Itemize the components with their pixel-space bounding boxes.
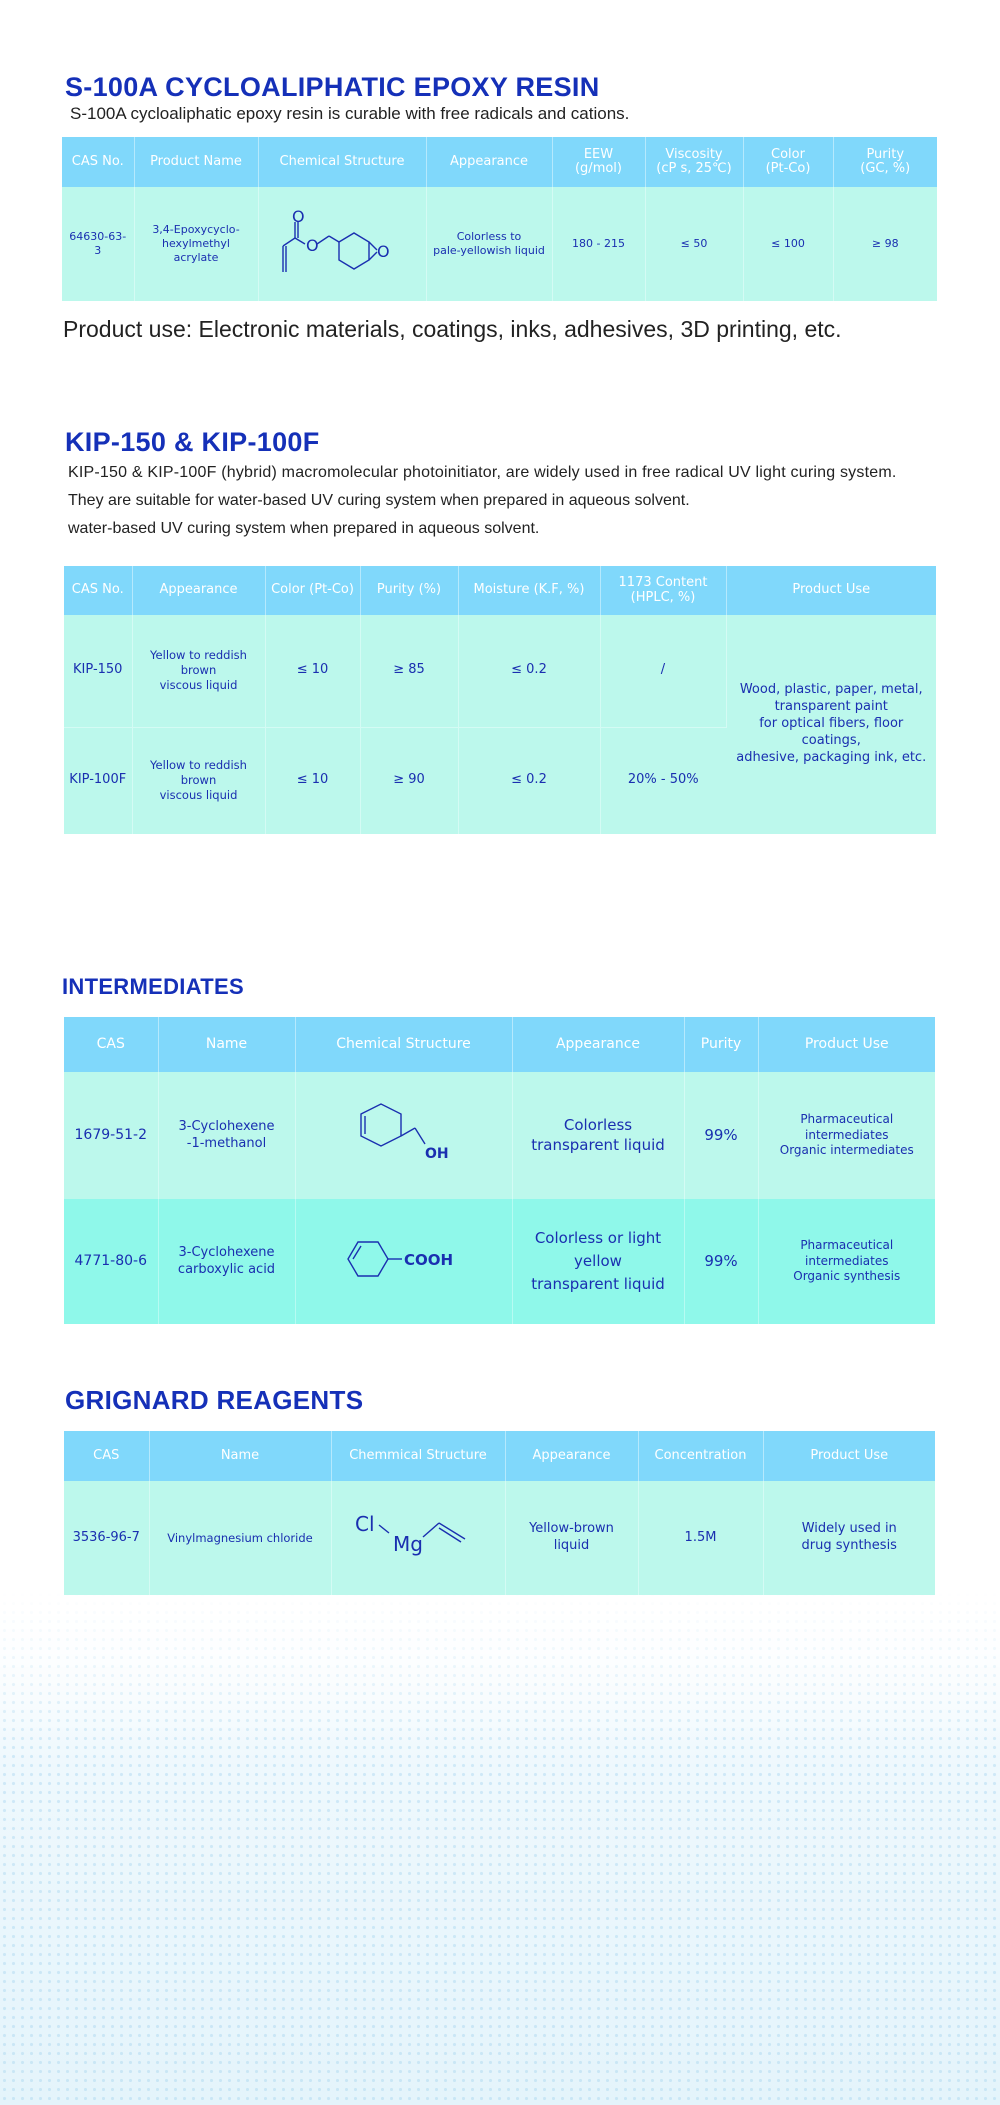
cas-cell: KIP-100F — [64, 727, 132, 834]
cas-cell: 4771-80-6 — [64, 1199, 158, 1324]
chlorine-label: Cl — [355, 1512, 375, 1537]
table-row — [64, 615, 936, 727]
purity-cell: ≥ 90 — [360, 727, 458, 834]
cas-cell: KIP-150 — [64, 615, 132, 727]
header-color-line1: Color — [771, 146, 805, 162]
name-line2: -1-methanol — [186, 1135, 267, 1151]
header-product-use: Product Use — [726, 566, 936, 615]
moisture-cell: ≤ 0.2 — [458, 727, 600, 834]
cyclohexene-carboxylic-acid-structure — [344, 1234, 464, 1284]
use-line4: adhesive, packaging ink, etc. — [736, 749, 927, 765]
name-cell — [158, 1199, 295, 1324]
appearance-line2: pale-yellowish liquid — [433, 244, 545, 257]
cyclohexene-methanol-structure — [349, 1102, 459, 1164]
kip-paragraph-3: water-based UV curing system when prepared in aqueous solvent. — [68, 520, 540, 537]
appearance-line1: Yellow to reddish brown — [150, 758, 247, 788]
appearance-cell — [132, 615, 265, 727]
epoxy-acrylate-structure — [277, 202, 407, 282]
header-cas: CAS No. — [64, 566, 132, 615]
header-content-line2: (HPLC, %) — [630, 589, 696, 605]
header-appearance: Appearance — [426, 137, 552, 187]
structure-cell — [331, 1481, 505, 1595]
header-content-line1: 1173 Content — [618, 575, 708, 591]
vinylmagnesium-chloride-structure — [353, 1509, 483, 1561]
content-cell: 20% - 50% — [600, 727, 726, 834]
concentration-cell: 1.5M — [638, 1481, 763, 1595]
product-use-cell — [763, 1481, 935, 1595]
grignard-header-row — [64, 1431, 935, 1481]
structure-cell — [295, 1199, 512, 1324]
eew-cell: 180 - 215 — [552, 187, 645, 301]
appearance-line2: viscous liquid — [159, 788, 238, 803]
magnesium-label: Mg — [393, 1532, 423, 1557]
header-product-use: Product Use — [763, 1431, 935, 1481]
product-name-cell — [134, 187, 258, 301]
header-name: Name — [158, 1017, 295, 1072]
header-product-name: Product Name — [134, 137, 258, 187]
kip-paragraph-2: They are suitable for water-based UV curing system when prepared in aqueous solvent. — [68, 492, 690, 509]
use-line3: for optical fibers, floor coatings, — [759, 716, 904, 748]
header-purity: Purity — [684, 1017, 758, 1072]
cas-cell: 1679-51-2 — [64, 1072, 158, 1199]
header-color-line2: (Pt-Co) — [765, 161, 811, 176]
appearance-line1: Colorless — [563, 1116, 633, 1134]
use-line2: Organic intermediates — [779, 1143, 914, 1158]
use-line1: Pharmaceutical intermediates — [800, 1112, 894, 1142]
appearance-line2: transparent liquid — [531, 1135, 665, 1154]
product-use-cell — [758, 1072, 935, 1199]
header-chemical-structure: Chemmical Structure — [331, 1431, 505, 1481]
kip-table — [64, 566, 936, 834]
appearance-cell — [512, 1199, 684, 1324]
background-wave-pattern — [0, 1590, 1000, 2105]
s100a-title: S-100A CYCLOALIPHATIC EPOXY RESIN — [65, 72, 600, 102]
appearance-cell — [512, 1072, 684, 1199]
structure-cell — [295, 1072, 512, 1199]
header-viscosity-line2: (cP s, 25℃) — [656, 161, 732, 176]
header-purity-line2: (GC, %) — [860, 161, 911, 176]
product-name-line1: 3,4-Epoxycyclo- — [152, 222, 240, 236]
appearance-line2: transparent liquid — [531, 1275, 665, 1294]
oxygen-label-2: O — [306, 235, 319, 255]
appearance-cell — [132, 727, 265, 834]
purity-cell: 99% — [684, 1199, 758, 1324]
table-row — [64, 1481, 935, 1595]
content-cell: / — [600, 615, 726, 727]
kip-paragraph-1: KIP-150 & KIP-100F (hybrid) macromolecular photoinitiator, are widely used in free radical UV light curing system. — [68, 464, 897, 481]
cas-cell: 64630-63-3 — [62, 187, 134, 301]
s100a-subtitle: S-100A cycloaliphatic epoxy resin is curable with free radicals and cations. — [70, 104, 630, 123]
use-line2: drug synthesis — [801, 1538, 897, 1553]
header-purity: Purity (%) — [360, 566, 458, 615]
header-viscosity-line1: Viscosity — [665, 146, 723, 162]
use-line1: Wood, plastic, paper, metal, — [739, 682, 923, 698]
header-cas: CAS No. — [62, 137, 134, 187]
table-row — [64, 1199, 935, 1324]
kip-header-row — [64, 566, 936, 615]
name-cell — [158, 1072, 295, 1199]
cas-cell: 3536-96-7 — [64, 1481, 149, 1595]
appearance-line1: Colorless to — [456, 229, 522, 243]
header-chemical-structure: Chemical Structure — [258, 137, 426, 187]
use-line1: Pharmaceutical intermediates — [800, 1238, 894, 1268]
product-use-cell — [726, 615, 936, 834]
header-product-use: Product Use — [758, 1017, 935, 1072]
oxygen-label-1: O — [292, 206, 305, 226]
intermediates-header-row — [64, 1017, 935, 1072]
structure-cell — [258, 187, 426, 301]
header-purity-line1: Purity — [866, 146, 905, 162]
header-cas: CAS — [64, 1017, 158, 1072]
product-use-cell — [758, 1199, 935, 1324]
intermediates-table — [64, 1017, 935, 1324]
header-eew-line1: EEW — [583, 146, 614, 162]
carboxyl-label: COOH — [403, 1250, 453, 1269]
header-concentration: Concentration — [638, 1431, 763, 1481]
grignard-title: GRIGNARD REAGENTS — [65, 1385, 364, 1415]
name-line2: carboxylic acid — [177, 1261, 276, 1277]
appearance-cell: Yellow-brown liquid — [505, 1481, 638, 1595]
header-cas: CAS — [64, 1431, 149, 1481]
color-cell: ≤ 100 — [743, 187, 833, 301]
header-purity — [833, 137, 937, 187]
purity-cell: 99% — [684, 1072, 758, 1199]
header-eew — [552, 137, 645, 187]
table-row — [64, 1072, 935, 1199]
s100a-table — [62, 137, 937, 301]
viscosity-cell: ≤ 50 — [645, 187, 743, 301]
header-color: Color (Pt-Co) — [265, 566, 360, 615]
use-line2: transparent paint — [774, 699, 888, 715]
use-line2: Organic synthesis — [793, 1269, 901, 1284]
appearance-cell — [426, 187, 552, 301]
moisture-cell: ≤ 0.2 — [458, 615, 600, 727]
grignard-table — [64, 1431, 935, 1595]
color-cell: ≤ 10 — [265, 615, 360, 727]
s100a-product-use: Product use: Electronic materials, coatings, inks, adhesives, 3D printing, etc. — [63, 316, 842, 342]
appearance-line1: Yellow to reddish brown — [150, 648, 247, 678]
name-cell: Vinylmagnesium chloride — [149, 1481, 331, 1595]
appearance-line1: Colorless or light yellow — [534, 1228, 662, 1270]
header-appearance: Appearance — [505, 1431, 638, 1481]
appearance-line2: viscous liquid — [159, 678, 238, 693]
purity-cell: ≥ 85 — [360, 615, 458, 727]
hydroxyl-label: OH — [424, 1145, 449, 1162]
intermediates-title: INTERMEDIATES — [62, 974, 244, 999]
header-chemical-structure: Chemical Structure — [295, 1017, 512, 1072]
header-1173-content — [600, 566, 726, 615]
kip-title: KIP-150 & KIP-100F — [65, 427, 320, 457]
name-line1: 3-Cyclohexene — [178, 1244, 275, 1260]
color-cell: ≤ 10 — [265, 727, 360, 834]
use-line1: Widely used in — [801, 1521, 897, 1537]
purity-cell: ≥ 98 — [833, 187, 937, 301]
product-name-line2: hexylmethyl acrylate — [162, 236, 230, 265]
oxygen-label-3: O — [377, 241, 390, 261]
header-eew-line2: (g/mol) — [574, 161, 622, 176]
header-name: Name — [149, 1431, 331, 1481]
table-row — [62, 187, 937, 301]
header-color — [743, 137, 833, 187]
name-line1: 3-Cyclohexene — [178, 1118, 275, 1134]
header-appearance: Appearance — [132, 566, 265, 615]
header-viscosity — [645, 137, 743, 187]
header-appearance: Appearance — [512, 1017, 684, 1072]
header-moisture: Moisture (K.F, %) — [458, 566, 600, 615]
s100a-header-row — [62, 137, 937, 187]
